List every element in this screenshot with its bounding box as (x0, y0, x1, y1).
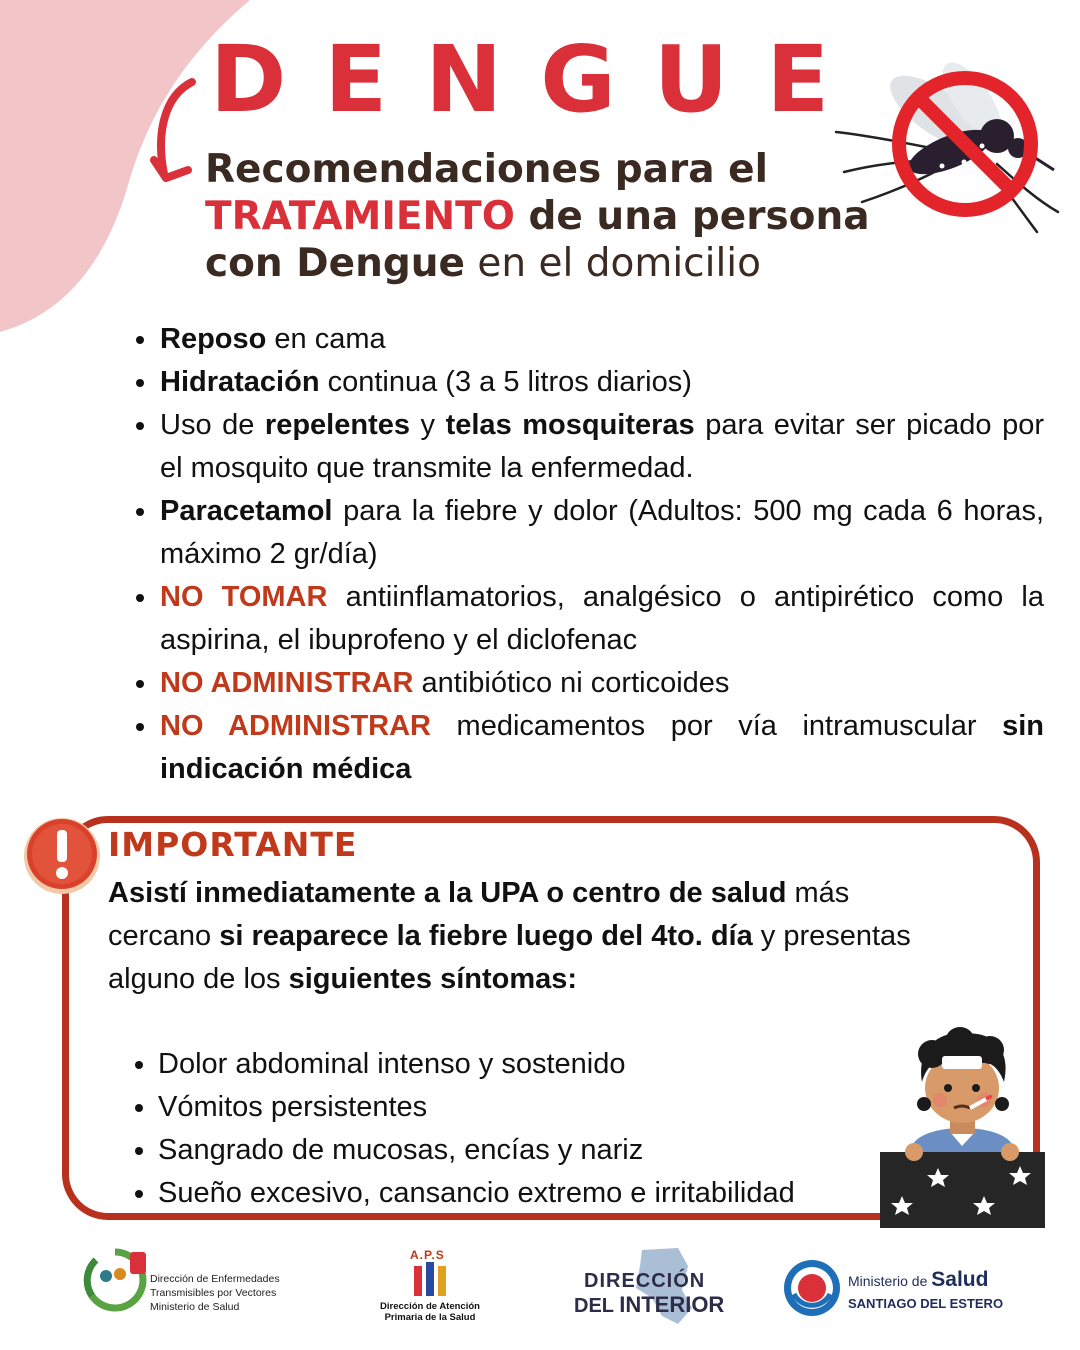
curved-arrow-icon (150, 76, 210, 191)
list-item: Hidratación continua (3 a 5 litros diarios) (160, 361, 1044, 404)
logo-ministerio-salud: Ministerio de Salud SANTIAGO DEL ESTERO (782, 1258, 1012, 1322)
subtitle-line-2: de una persona (514, 194, 870, 239)
subtitle-bold: con Dengue (205, 241, 465, 286)
list-item: NO ADMINISTRAR medicamentos por vía intramuscular sin indicación médica (160, 705, 1044, 791)
page-title: DENGUE (210, 26, 868, 133)
subtitle-line-1: Recomendaciones para el (205, 147, 768, 192)
subtitle (205, 146, 870, 287)
list-item: Vómitos persistentes (158, 1086, 795, 1129)
logo-enfermedades-vectores: Dirección de Enfermedades Transmisibles por Vectores Ministerio de Salud (82, 1246, 312, 1318)
list-item: NO ADMINISTRAR antibiótico ni corticoides (160, 662, 1044, 705)
ministerio-logo-icon (782, 1258, 842, 1318)
list-item: Paracetamol para la fiebre y dolor (Adultos: 500 mg cada 6 horas, máximo 2 gr/día) (160, 490, 1044, 576)
list-item: Sueño excesivo, cansancio extremo e irritabilidad (158, 1172, 795, 1215)
subtitle-highlight: TRATAMIENTO (205, 194, 515, 239)
vectores-logo-icon (82, 1246, 148, 1318)
list-item: Sangrado de mucosas, encías y nariz (158, 1129, 795, 1172)
symptom-list (158, 1043, 795, 1215)
important-text: Asistí inmediatamente a la UPA o centro de salud más cercano si reaparece la fiebre luego del 4to. día y presentas alguno de los siguientes síntomas: (108, 877, 911, 995)
logo-aps: A.P.S Dirección de Atención Primaria de la Salud (380, 1248, 480, 1323)
recommendation-list (160, 318, 1044, 791)
sick-child-illustration (880, 1024, 1045, 1228)
list-item: Uso de repelentes y telas mosquiteras para evitar ser picado por el mosquito que transmite la enfermedad. (160, 404, 1044, 490)
no-mosquito-icon (832, 52, 1062, 242)
alert-icon (20, 812, 104, 896)
list-item: NO TOMAR antiinflamatorios, analgésico o antipirético como la aspirina, el ibuprofeno y el diclofenac (160, 576, 1044, 662)
list-item: Reposo en cama (160, 318, 1044, 361)
logo-direccion-interior: DIRECCIÓN DEL INTERIOR (570, 1246, 730, 1326)
subtitle-line-3: en el domicilio (464, 241, 761, 286)
aps-logo-icon (410, 1262, 450, 1300)
list-item: Dolor abdominal intenso y sostenido (158, 1043, 795, 1086)
important-title: IMPORTANTE (108, 825, 358, 864)
